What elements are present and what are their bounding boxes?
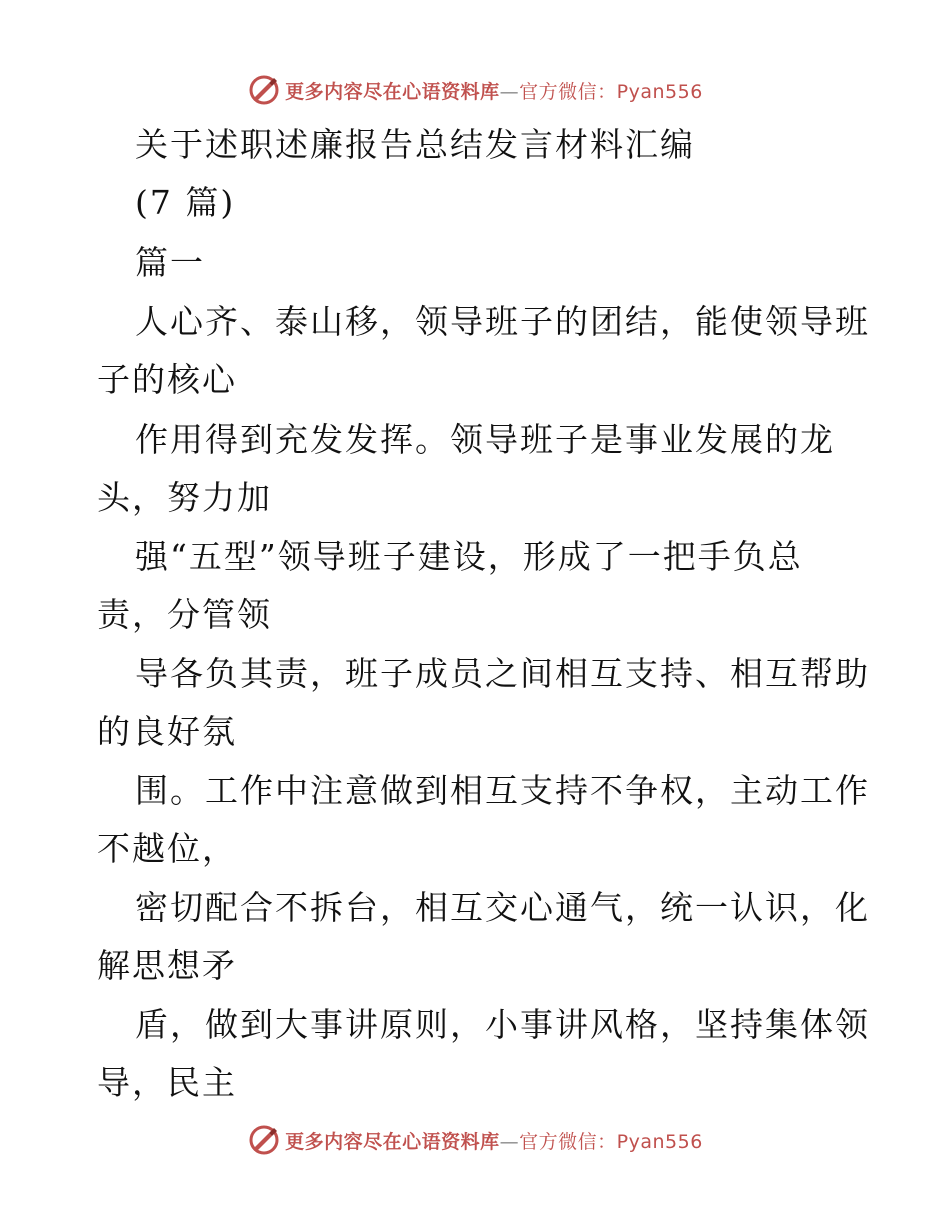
document-subtitle: (7 篇) xyxy=(135,183,236,222)
paragraph-line: 不越位， xyxy=(97,829,237,868)
paragraph-line: 围。工作中注意做到相互支持不争权，主动工作 xyxy=(135,771,870,810)
header-banner-tail: 官方微信：Pyan556 xyxy=(519,80,703,103)
header-banner xyxy=(0,70,950,110)
paragraph-line: 盾，做到大事讲原则，小事讲风格，坚持集体领 xyxy=(135,1005,870,1044)
header-banner-separator: — xyxy=(499,80,520,103)
paragraph-line: 强“五型”领导班子建设，形成了一把手负总 xyxy=(135,537,803,576)
paragraph-line: 头，努力加 xyxy=(97,478,272,517)
paragraph-line: 的良好氛 xyxy=(97,712,237,751)
footer-banner xyxy=(0,1120,950,1160)
paragraph-line: 密切配合不拆台，相互交心通气，统一认识，化 xyxy=(135,888,870,927)
footer-banner-tail: 官方微信：Pyan556 xyxy=(519,1130,703,1153)
paragraph-line: 解思想矛 xyxy=(97,946,237,985)
section-heading: 篇一 xyxy=(135,243,205,282)
pen-logo-icon xyxy=(247,1123,281,1157)
paragraph-line: 人心齐、泰山移，领导班子的团结，能使领导班 xyxy=(135,302,870,341)
paragraph-line: 导各负其责，班子成员之间相互支持、相互帮助 xyxy=(135,654,870,693)
footer-banner-main: 更多内容尽在心语资料库 xyxy=(285,1130,500,1153)
paragraph-line: 子的核心 xyxy=(97,360,237,399)
paragraph-line: 责，分管领 xyxy=(97,595,272,634)
footer-banner-separator: — xyxy=(499,1130,520,1153)
header-banner-main: 更多内容尽在心语资料库 xyxy=(285,80,500,103)
paragraph-line: 导，民主 xyxy=(97,1063,237,1102)
document-title: 关于述职述廉报告总结发言材料汇编 xyxy=(135,125,695,164)
pen-logo-icon xyxy=(247,73,281,107)
paragraph-line: 作用得到充发发挥。领导班子是事业发展的龙 xyxy=(135,420,835,459)
